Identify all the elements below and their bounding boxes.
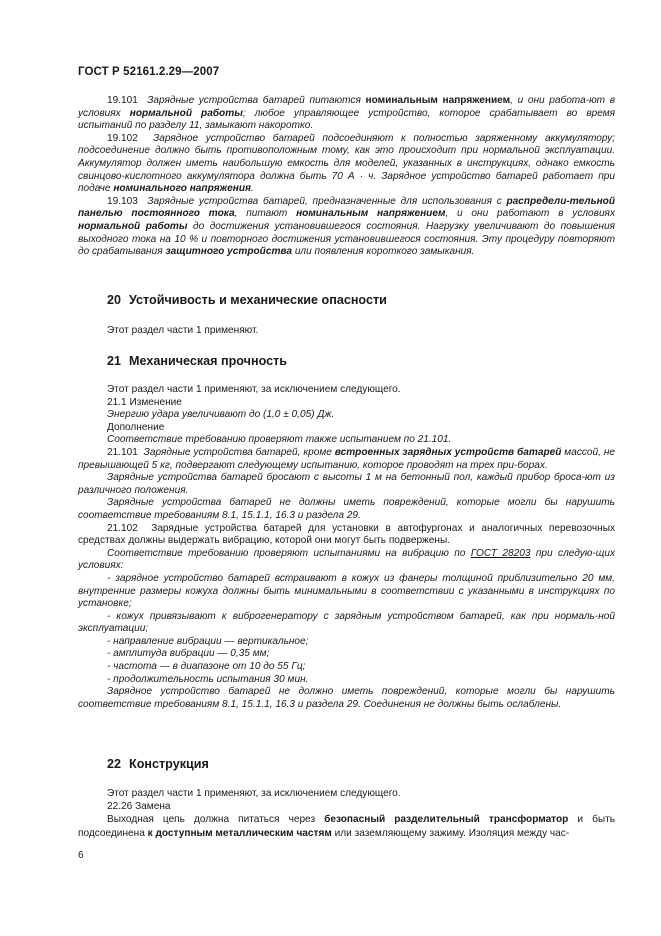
page-number: 6 (78, 850, 84, 861)
section-20-heading: 20 Устойчивость и механические опасности (107, 293, 387, 307)
clause-21-101: 21.101 Зарядные устройства батарей, кроме встроенных зарядных устройств батарей массой, не превышающей 5 кг, подвергают следующему испытанию, которое проводят на трех при-борах. (78, 446, 616, 471)
clause-19-block (78, 95, 615, 259)
s21-vibration: Соответствие требованию проверяют испытаниями на вибрацию по ГОСТ 28203 при следую-щих условиях: (78, 547, 616, 572)
s21-change-text: Энергию удара увеличивают до (1,0 ± 0,05) Дж. (107, 409, 335, 421)
section-20-text: Этот раздел части 1 применяют. (107, 325, 259, 336)
bullet-2: - кожух привязывают к виброгенератору с зарядным устройством батарей, как при нормаль-ной эксплуатации; (78, 610, 615, 635)
s21-add-text: Соответствие требованию проверяют также испытанием по 21.101. (107, 434, 452, 446)
bullet-3: - направление вибрации — вертикальное; (107, 635, 309, 647)
s22-replacement-label: 22.26 Замена (107, 800, 171, 812)
bullet-4: - амплитуда вибрации — 0,35 мм; (107, 648, 270, 660)
clause-19-101: 19.101 Зарядные устройства батарей питаются номинальным напряжением, и они работа-ют в условиях нормальной работы; любое управляющее устройство, которое срабатывает во время испытаний по разделу 11, замыкают накоротко. (78, 95, 616, 132)
s21-add-label: Дополнение (107, 421, 165, 433)
clause-19-103: 19.103 Зарядные устройства батарей, предназначенные для использования с распредели-тельной панелью постоянного тока, питают номинальным напряжением, и они работают в условиях нормальной работы до достижения установившегося состояния. Нагрузку увеличивают до повышения выходного тока на 10 % и повторного достижения установившегося состояния. Эту процедуру повторяют до срабатывания защитного устройства или появления короткого замыкания. (78, 195, 616, 258)
s21-no-damage-2: Зарядное устройство батарей не должно иметь повреждений, которые могли бы нарушить соответствие требованиям 8.1, 15.1.1, 16.3 и раздела 29. Соединения не должны быть ослаблены. (78, 686, 615, 710)
s22-intro: Этот раздел части 1 применяют, за исключением следующего. (107, 788, 401, 799)
s21-change-label: 21.1 Изменение (107, 396, 182, 408)
section-21-body (78, 384, 615, 711)
s21-drop-test: Зарядные устройства батарей бросают с высоты 1 м на бетонный пол, каждый прибор броса-ют из различного положения. (78, 472, 615, 496)
s21-no-damage-1: Зарядные устройства батарей не должны иметь повреждений, которые могли бы нарушить соответствие требованиям 8.1, 15.1.1, 16.3 и раздела 29. (78, 497, 615, 521)
clause-21-102: 21.102 Зарядные устройства батарей для установки в автофургонах и аналогичных перевозочных средствах должны выдержать вибрацию, которой они могут быть подвержены. (78, 522, 616, 547)
gost-28203-link[interactable]: ГОСТ 28203 (470, 547, 531, 559)
bullet-1: - зарядное устройство батарей встраивают в кожух из фанеры толщиной приблизительно 20 мм, внутренние размеры кожуха должны быть минимальными в соответствии с указанными в инструкциях по установке; (78, 572, 615, 610)
bullet-5: - частота — в диапазоне от 10 до 55 Гц; (107, 661, 306, 673)
s22-text: Выходная цепь должна питаться через безопасный разделительный трансформатор и быть подсоединена к доступным металлическим частям или заземляющему зажиму. Изоляция между час- (78, 814, 615, 840)
section-22-body (78, 788, 615, 841)
bullet-6: - продолжительность испытания 30 мин. (107, 673, 309, 685)
section-22-heading: 22 Конструкция (107, 757, 209, 771)
section-21-heading: 21 Механическая прочность (107, 354, 288, 368)
document-header: ГОСТ Р 52161.2.29—2007 (78, 66, 220, 78)
clause-19-102: 19.102 Зарядное устройство батарей подсоединяют к полностью заряженному аккумулятору; подсоединение должно быть противоположным тому, как это происходит при нормальной эксплуатации. Аккумулятор должен иметь наибольшую емкость для моделей, указанных в инструкциях, однако емкость свинцово-кислотного аккумулятора должна быть 70 А · ч. Зарядное устройство батарей работает при подаче номинального напряжения. (78, 132, 616, 195)
s21-intro: Этот раздел части 1 применяют, за исключением следующего. (107, 384, 401, 395)
